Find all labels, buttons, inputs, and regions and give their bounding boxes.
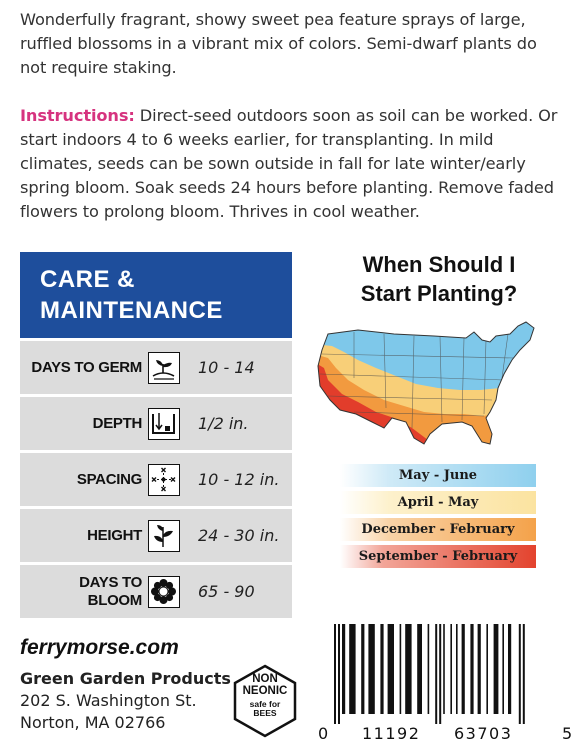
care-maintenance-table — [20, 252, 292, 618]
care-row-label: DAYS TO GERM — [31, 358, 142, 376]
badge-line4: BEES — [253, 708, 277, 718]
care-row-height — [20, 506, 292, 562]
care-row-spacing — [20, 450, 292, 506]
care-title-line1: CARE & — [40, 266, 136, 293]
care-row-label: DEPTH — [92, 414, 142, 432]
map-title — [300, 250, 578, 308]
map-title-line2: Start Planting? — [360, 281, 518, 306]
care-row-label — [79, 565, 142, 618]
care-row-label: HEIGHT — [87, 526, 142, 544]
barcode-right-digits: 63703 — [454, 724, 513, 743]
product-description: Wonderfully fragrant, showy sweet pea feature sprays of large, ruffled blossoms in a vibrant mix of colors. Semi-dwarf plants do not require staking. — [20, 10, 537, 77]
care-row-value: 65 - 90 — [198, 582, 255, 601]
care-row-label-line1: DAYS TO — [79, 573, 142, 591]
company-name: Green Garden Products — [20, 669, 231, 688]
care-row-value: 10 - 14 — [198, 358, 255, 377]
barcode-left-digits: 11192 — [362, 724, 421, 743]
legend-may-june: May - June — [340, 464, 536, 487]
street-address: 202 S. Washington St. — [20, 691, 197, 710]
care-row-value: 10 - 12 in. — [198, 470, 280, 489]
care-row-depth — [20, 394, 292, 450]
plant-height-icon — [148, 520, 180, 552]
company-address — [20, 668, 231, 734]
planting-instructions — [20, 104, 568, 224]
legend-april-may: April - May — [340, 491, 536, 514]
barcode-check-digit: 5 — [562, 724, 574, 743]
planting-zone-map — [314, 318, 546, 458]
care-row-value: 24 - 30 in. — [198, 526, 280, 545]
instructions-label: Instructions: — [20, 106, 135, 125]
care-row-label-line2: BLOOM — [87, 591, 142, 609]
badge-line2: NEONIC — [242, 685, 288, 697]
website-link[interactable]: ferrymorse.com — [20, 636, 179, 659]
barcode-lead-digit: 0 — [318, 724, 330, 743]
care-row-label: SPACING — [76, 470, 142, 488]
sprout-icon — [148, 352, 180, 384]
legend-december-february: December - February — [340, 518, 536, 541]
care-table-header — [20, 252, 292, 338]
upc-barcode — [316, 624, 576, 746]
care-row-days-to-bloom — [20, 562, 292, 618]
badge-line3: safe for — [249, 699, 281, 709]
legend-september-february: September - February — [340, 545, 536, 568]
care-row-value: 1/2 in. — [198, 414, 249, 433]
depth-icon — [148, 408, 180, 440]
map-title-line1: When Should I — [362, 252, 516, 277]
spacing-icon — [148, 464, 180, 496]
flower-icon — [148, 576, 180, 608]
instructions-text: Direct-seed outdoors soon as soil can be worked. Or start indoors 4 to 6 weeks earlier, for transplanting. In mild climates, seeds can be sown outside in fall for late winter/early spring bloom. Soak seeds 24 hours before planting. Remove faded flowers to prolong bloom. Thrives in cool weather. — [20, 106, 558, 221]
non-neonic-badge — [232, 664, 298, 738]
city-address: Norton, MA 02766 — [20, 713, 166, 732]
care-row-days-to-germ — [20, 338, 292, 394]
care-title-line2: MAINTENANCE — [40, 297, 223, 324]
badge-line1: NON — [252, 673, 278, 685]
